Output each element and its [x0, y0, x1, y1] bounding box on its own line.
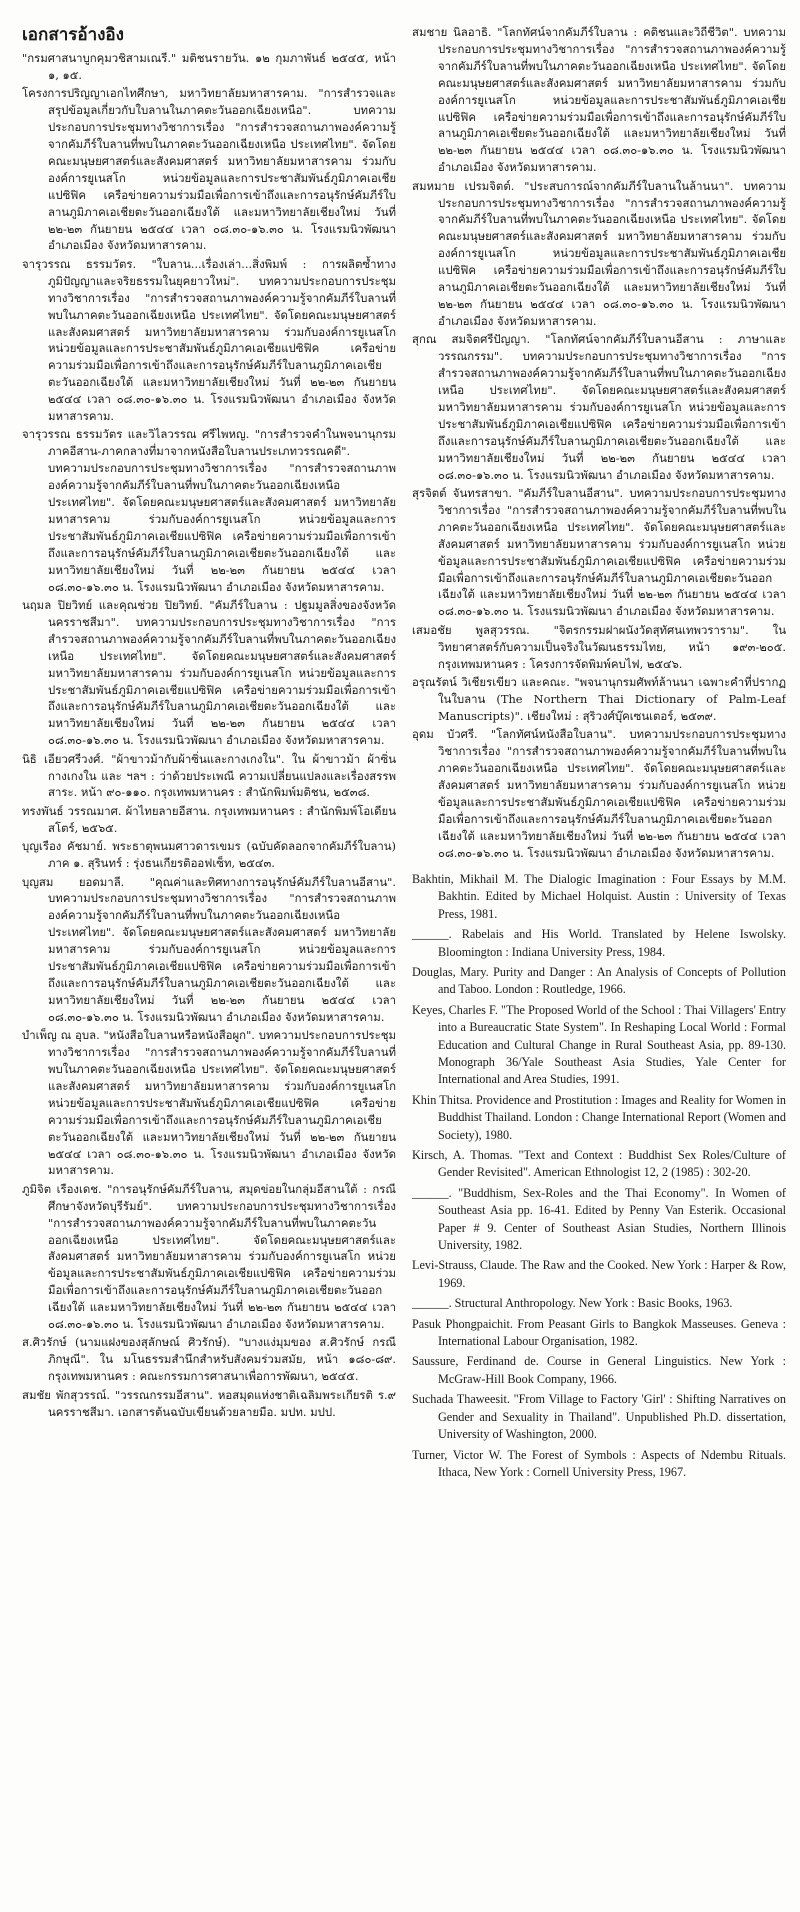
reference-entry: อรุณรัตน์ วิเชียรเขียว และคณะ. "พจนานุกรมศัพท์ล้านนา เฉพาะคำที่ปรากฏในใบลาน (The Northern Thai Dictionary of Palm-Leaf Manuscripts)". เชียงใหม่ : สุริวงศ์บุ๊คเซนเตอร์, ๒๕๓๙. [412, 674, 786, 723]
reference-entry: ______. Structural Anthropology. New York : Basic Books, 1963. [412, 1296, 733, 1311]
reference-entry: บุญสม ยอดมาลี. "คุณค่าและทิศทางการอนุรักษ์คัมภีร์ใบลานอีสาน". บทความประกอบการประชุมทางวิชาการเรื่อง "การสำรวจสถานภาพองค์ความรู้จากคัมภีร์ใบลานที่พบในภาคตะวันออกเฉียงเหนือ ประเทศไทย". จัดโดยคณะมนุษยศาสตร์และสังคมศาสตร์ มหาวิทยาลัยมหาสารคาม ร่วมกับองค์การยูเนสโก หน่วยข้อมูลและการประชาสัมพันธ์ภูมิภาคเอเชียแปซิฟิค เครือข่ายความร่วมมือเพื่อการเข้าถึงและการอนุรักษ์คัมภีร์ใบลานภูมิภาคเอเชียตะวันออกเฉียงใต้ และมหาวิทยาลัยเชียงใหม่ วันที่ ๒๒-๒๓ กันยายน ๒๕๔๔ เวลา ๐๘.๓๐-๑๖.๓๐ น. โรงแรมนิวพัฒนา อำเภอเมือง จังหวัดมหาสารคาม. [22, 874, 396, 1024]
reference-entry: Kirsch, A. Thomas. "Text and Context : Buddhist Sex Roles/Culture of Gender Revisited". American Ethnologist 12, 2 (1985) : 302-20. [412, 1148, 786, 1180]
reference-entry: ______. "Buddhism, Sex-Roles and the Thai Economy". In Women of Southeast Asia pp. 16-41. Edited by Penny Van Esterik. Occasional Paper # 9. Center of Southeast Asian Studies, Northern Illinois University, 1982. [412, 1185, 786, 1253]
reference-entry: บำเพ็ญ ณ อุบล. "หนังสือใบลานหรือหนังสือผูก". บทความประกอบการประชุมทางวิชาการเรื่อง "การสำรวจสถานภาพองค์ความรู้จากคัมภีร์ใบลานที่พบในภาคตะวันออกเฉียงเหนือ ประเทศไทย". จัดโดยคณะมนุษยศาสตร์และสังคมศาสตร์ มหาวิทยาลัยมหาสารคาม ร่วมกับองค์การยูเนสโก หน่วยข้อมูลและการประชาสัมพันธ์ภูมิภาคเอเชียแปซิฟิค เครือข่ายความร่วมมือเพื่อการเข้าถึงและการอนุรักษ์คัมภีร์ใบลานภูมิภาคเอเชียตะวันออกเฉียงใต้ และมหาวิทยาลัยเชียงใหม่ วันที่ ๒๒-๒๓ กันยายน ๒๕๔๔ เวลา ๐๘.๓๐-๑๖.๓๐ น. โรงแรมนิวพัฒนา อำเภอเมือง จังหวัดมหาสารคาม. [22, 1028, 396, 1178]
section-spacer [412, 863, 786, 871]
right-english-reference-list [412, 871, 786, 1481]
reference-entry: สุรจิตต์ จันทรสาขา. "คัมภีร์ใบลานอีสาน". บทความประกอบการประชุมทางวิชาการเรื่อง "การสำรวจสถานภาพองค์ความรู้จากคัมภีร์ใบลานที่พบในภาคตะวันออกเฉียงเหนือ ประเทศไทย". จัดโดยคณะมนุษยศาสตร์และสังคมศาสตร์ มหาวิทยาลัยมหาสารคาม ร่วมกับองค์การยูเนสโก หน่วยข้อมูลและการประชาสัมพันธ์ภูมิภาคเอเชียแปซิฟิค เครือข่ายความร่วมมือเพื่อการเข้าถึงและการอนุรักษ์คัมภีร์ใบลานภูมิภาคเอเชียตะวันออกเฉียงใต้ และมหาวิทยาลัยเชียงใหม่ วันที่ ๒๒-๒๓ กันยายน ๒๕๔๔ เวลา ๐๘.๓๐-๑๖.๓๐ น. โรงแรมนิวพัฒนา อำเภอเมือง จังหวัดมหาสารคาม. [412, 485, 786, 619]
reference-entry: ภูมิจิต เรืองเดช. "การอนุรักษ์คัมภีร์ใบลาน, สมุดข่อยในกลุ่มอีสานใต้ : กรณีศึกษาจังหวัดบุรีรัมย์". บทความประกอบการประชุมทางวิชาการเรื่อง "การสำรวจสถานภาพองค์ความรู้จากคัมภีร์ใบลานที่พบในภาคตะวันออกเฉียงเหนือ ประเทศไทย". จัดโดยคณะมนุษยศาสตร์และสังคมศาสตร์ มหาวิทยาลัยมหาสารคาม ร่วมกับองค์การยูเนสโก หน่วยข้อมูลและการประชาสัมพันธ์ภูมิภาคเอเชียแปซิฟิค เครือข่ายความร่วมมือเพื่อการเข้าถึงและการอนุรักษ์คัมภีร์ใบลานภูมิภาคเอเชียตะวันออกเฉียงใต้ และมหาวิทยาลัยเชียงใหม่ วันที่ ๒๒-๒๓ กันยายน ๒๕๔๔ เวลา ๐๘.๓๐-๑๖.๓๐ น. โรงแรมนิวพัฒนา อำเภอเมือง จังหวัดมหาสารคาม. [22, 1181, 396, 1332]
right-column [412, 24, 786, 1912]
left-column [22, 24, 396, 1912]
reference-entry: อุดม บัวศรี. "โลกทัศน์หนังสือใบลาน". บทความประกอบการประชุมทางวิชาการเรื่อง "การสำรวจสถานภาพองค์ความรู้จากคัมภีร์ใบลานที่พบในภาคตะวันออกเฉียงเหนือ ประเทศไทย". จัดโดยคณะมนุษยศาสตร์และสังคมศาสตร์ มหาวิทยาลัยมหาสารคาม ร่วมกับองค์การยูเนสโก หน่วยข้อมูลและการประชาสัมพันธ์ภูมิภาคเอเชียแปซิฟิค เครือข่ายความร่วมมือเพื่อการเข้าถึงและการอนุรักษ์คัมภีร์ใบลานภูมิภาคเอเชียตะวันออกเฉียงใต้ และมหาวิทยาลัยเชียงใหม่ วันที่ ๒๒-๒๓ กันยายน ๒๕๔๔ เวลา ๐๘.๓๐-๑๖.๓๐ น. โรงแรมนิวพัฒนา อำเภอเมือง จังหวัดมหาสารคาม. [412, 727, 786, 860]
reference-entry: ทรงพันธ์ วรรณมาศ. ผ้าไทยลายอีสาน. กรุงเทพมหานคร : สำนักพิมพ์โอเดียนสโตร์, ๒๕๖๕. [22, 803, 396, 835]
reference-entry: ส.ศิวรักษ์ (นามแฝงของสุลักษณ์ ศิวรักษ์). "บางแง่มุมของ ส.ศิวรักษ์ กรณีภิกษุณี". ใน มโนธรรมสำนึกสำหรับสังคมร่วมสมัย, หน้า ๑๘๐-๘๙. กรุงเทพมหานคร : คณะกรรมการศาสนาเพื่อการพัฒนา, ๒๕๔๕. [22, 1335, 396, 1384]
right-thai-reference-list [412, 24, 786, 861]
reference-entry: Levi-Strauss, Claude. The Raw and the Cooked. New York : Harper & Row, 1969. [412, 1258, 786, 1290]
page-title: เอกสารอ้างอิง [22, 25, 124, 45]
reference-entry: Suchada Thaweesit. "From Village to Factory 'Girl' : Shifting Narratives on Gender and Sexuality in Thailand". Unpublished Ph.D. dissertation, University of Washington, 2000. [412, 1392, 786, 1442]
reference-entry: ______. Rabelais and His World. Translated by Helene Iswolsky. Bloomington : Indiana University Press, 1984. [412, 927, 786, 959]
reference-entry: สมชาย นิลอาธิ. "โลกทัศน์จากคัมภีร์ใบลาน : คติชนและวิถีชีวิต". บทความประกอบการประชุมทางวิชาการเรื่อง "การสำรวจสถานภาพองค์ความรู้จากคัมภีร์ใบลานที่พบในภาคตะวันออกเฉียงเหนือ ประเทศไทย". จัดโดยคณะมนุษยศาสตร์และสังคมศาสตร์ มหาวิทยาลัยมหาสารคาม ร่วมกับองค์การยูเนสโก หน่วยข้อมูลและการประชาสัมพันธ์ภูมิภาคเอเชียแปซิฟิค เครือข่ายความร่วมมือเพื่อการเข้าถึงและการอนุรักษ์คัมภีร์ใบลานภูมิภาคเอเชียตะวันออกเฉียงใต้ และมหาวิทยาลัยเชียงใหม่ วันที่ ๒๒-๒๓ กันยายน ๒๕๔๔ เวลา ๐๘.๓๐-๑๖.๓๐ น. โรงแรมนิวพัฒนา อำเภอเมือง จังหวัดมหาสารคาม. [412, 25, 786, 175]
reference-entry: เสมอชัย พูลสุวรรณ. "จิตรกรรมฝาผนังวัดสุทัศนเทพวราราม". ใน วิทยาศาสตร์กับความเป็นจริงในวัฒนธรรมไทย, หน้า ๑๙๓-๒๐๕. กรุงเทพมหานคร : โครงการจัดพิมพ์คบไฟ, ๒๕๔๖. [412, 622, 786, 671]
reference-entry: สุกณ สมจิตศรีปัญญา. "โลกทัศน์จากคัมภีร์ใบลานอีสาน : ภาษาและวรรณกรรม". บทความประกอบการประชุมทางวิชาการเรื่อง "การสำรวจสถานภาพองค์ความรู้จากคัมภีร์ใบลานที่พบในภาคตะวันออกเฉียงเหนือ ประเทศไทย". จัดโดยคณะมนุษยศาสตร์และสังคมศาสตร์ มหาวิทยาลัยมหาสารคาม ร่วมกับองค์การยูเนสโก หน่วยข้อมูลและการประชาสัมพันธ์ภูมิภาคเอเชียแปซิฟิค เครือข่ายความร่วมมือเพื่อการเข้าถึงและการอนุรักษ์คัมภีร์ใบลานภูมิภาคเอเชียตะวันออกเฉียงใต้ และมหาวิทยาลัยเชียงใหม่ วันที่ ๒๒-๒๓ กันยายน ๒๕๔๔ เวลา ๐๘.๓๐-๑๖.๓๐ น. โรงแรมนิวพัฒนา อำเภอเมือง จังหวัดมหาสารคาม. [412, 332, 786, 482]
reference-entry: Bakhtin, Mikhail M. The Dialogic Imagination : Four Essays by M.M. Bakhtin. Edited by Michael Holquist. Austin : University of Texas Press, 1981. [412, 871, 786, 921]
reference-entry: Keyes, Charles F. "The Proposed World of the School : Thai Villagers' Entry into a Bureaucratic State System". In Reshaping Local World : Formal Education and Cultural Change in Rural Southeast Asia, pp. 89-130. Monograph 36/Yale Southeast Asia Studies, Yale Center for International and Area Studies, 1991. [412, 1002, 786, 1087]
reference-entry: นฤมล ปิยวิทย์ และคุณช่วย ปิยวิทย์. "คัมภีร์ใบลาน : ปฐมมูลสิ่งของจังหวัดนครราชสีมา". บทความประกอบการประชุมทางวิชาการเรื่อง "การสำรวจสถานภาพองค์ความรู้จากคัมภีร์ใบลานที่พบในภาคตะวันออกเฉียงเหนือ ประเทศไทย". จัดโดยคณะมนุษยศาสตร์และสังคมศาสตร์ มหาวิทยาลัยมหาสารคาม ร่วมกับองค์การยูเนสโก หน่วยข้อมูลและการประชาสัมพันธ์ภูมิภาคเอเชียแปซิฟิค เครือข่ายความร่วมมือเพื่อการเข้าถึงและการอนุรักษ์คัมภีร์ใบลานภูมิภาคเอเชียตะวันออกเฉียงใต้ และมหาวิทยาลัยเชียงใหม่ วันที่ ๒๒-๒๓ กันยายน ๒๕๔๔ เวลา ๐๘.๓๐-๑๖.๓๐ น. โรงแรมนิวพัฒนา อำเภอเมือง จังหวัดมหาสารคาม. [22, 598, 396, 748]
reference-entry: Pasuk Phongpaichit. From Peasant Girls to Bangkok Masseuses. Geneva : International Labour Organisation, 1982. [412, 1316, 786, 1349]
reference-entry: บุญเรือง คัชมาย์. พระธาตุพนมศาวดารเขมร (ฉบับคัดลอกจากคัมภีร์ใบลาน) ภาค ๑. สุรินทร์ : รุ่งธนเกียรติออฟเซ็ท, ๒๕๔๓. [22, 839, 396, 871]
reference-entry: Khin Thitsa. Providence and Prostitution : Images and Reality for Women in Buddhist Thailand. London : Change International Report (Women and Society), 1980. [412, 1092, 786, 1142]
reference-entry: โครงการปริญญาเอกไทศึกษา, มหาวิทยาลัยมหาสารคาม. "การสำรวจและสรุปข้อมูลเกี่ยวกับใบลานในภาคตะวันออกเฉียงเหนือ". บทความประกอบการประชุมทางวิชาการเรื่อง "การสำรวจสถานภาพองค์ความรู้จากคัมภีร์ใบลานที่พบในภาคตะวันออกเฉียงเหนือ ประเทศไทย". จัดโดยคณะมนุษยศาสตร์และสังคมศาสตร์ มหาวิทยาลัยมหาสารคาม ร่วมกับองค์การยูเนสโก หน่วยข้อมูลและการประชาสัมพันธ์ภูมิภาคเอเชียแปซิฟิค เครือข่ายความร่วมมือเพื่อการเข้าถึงและการอนุรักษ์คัมภีร์ใบลานภูมิภาคเอเชียตะวันออกเฉียงใต้ และมหาวิทยาลัยเชียงใหม่ วันที่ ๒๒-๒๓ กันยายน ๒๕๔๔ เวลา ๐๘.๓๐-๑๖.๓๐ น. โรงแรมนิวพัฒนา อำเภอเมือง จังหวัดมหาสารคาม. [22, 86, 396, 253]
left-reference-list [22, 50, 396, 1421]
reference-entry: นิธิ เอียวศรีวงศ์. "ผ้าขาวม้ากับผ้าซิ่นและกางเกงใน". ใน ผ้าขาวม้า ผ้าซิ่น กางเกงใน และ ฯลฯ : ว่าด้วยประเพณี ความเปลี่ยนแปลงและเรื่องสรรพสาระ. หน้า ๙๐-๑๑๐. กรุงเทพมหานคร : สำนักพิมพ์มติชน, ๒๕๓๘. [22, 751, 396, 800]
reference-entry: สมหมาย เปรมจิตต์. "ประสบการณ์จากคัมภีร์ใบลานในล้านนา". บทความประกอบการประชุมทางวิชาการเรื่อง "การสำรวจสถานภาพองค์ความรู้จากคัมภีร์ใบลานที่พบในภาคตะวันออกเฉียงเหนือ ประเทศไทย". จัดโดยคณะมนุษยศาสตร์และสังคมศาสตร์ มหาวิทยาลัยมหาสารคาม ร่วมกับองค์การยูเนสโก หน่วยข้อมูลและการประชาสัมพันธ์ภูมิภาคเอเชียแปซิฟิค เครือข่ายความร่วมมือเพื่อการเข้าถึงและการอนุรักษ์คัมภีร์ใบลานภูมิภาคเอเชียตะวันออกเฉียงใต้ และมหาวิทยาลัยเชียงใหม่ วันที่ ๒๒-๒๓ กันยายน ๒๕๔๔ เวลา ๐๘.๓๐-๑๖.๓๐ น. โรงแรมนิวพัฒนา อำเภอเมือง จังหวัดมหาสารคาม. [412, 178, 786, 328]
reference-entry: สมชัย พักสุวรรณ์. "วรรณกรรมอีสาน". หอสมุดแห่งชาติเฉลิมพระเกียรติ ร.๙ นครราชสีมา. เอกสารต้นฉบับเขียนด้วยลายมือ. มปท. มปป. [22, 1387, 396, 1419]
reference-entry: จารุวรรณ ธรรมวัตร และวิไลวรรณ ศรีไพหญ. "การสำรวจคำในพจนานุกรมภาคอีสาน-ภาคกลางที่มาจากหนังสือใบลานประเภทวรรณคดี". บทความประกอบการประชุมทางวิชาการเรื่อง "การสำรวจสถานภาพองค์ความรู้จากคัมภีร์ใบลานที่พบในภาคตะวันออกเฉียงเหนือ ประเทศไทย". จัดโดยคณะมนุษยศาสตร์และสังคมศาสตร์ มหาวิทยาลัยมหาสารคาม ร่วมกับองค์การยูเนสโก หน่วยข้อมูลและการประชาสัมพันธ์ภูมิภาคเอเชียแปซิฟิค เครือข่ายความร่วมมือเพื่อการเข้าถึงและการอนุรักษ์คัมภีร์ใบลานภูมิภาคเอเชียตะวันออกเฉียงใต้ และมหาวิทยาลัยเชียงใหม่ วันที่ ๒๒-๒๓ กันยายน ๒๕๔๔ เวลา ๐๘.๓๐-๑๖.๓๐ น. โรงแรมนิวพัฒนา อำเภอเมือง จังหวัดมหาสารคาม. [22, 427, 396, 594]
reference-entry: "กรมศาสนาบูกคุมวชิสามเณรี." มติชนรายวัน. ๑๒ กุมภาพันธ์ ๒๕๔๕, หน้า ๑, ๑๕. [22, 51, 396, 82]
reference-entry: Saussure, Ferdinand de. Course in General Linguistics. New York : McGraw-Hill Book Company, 1966. [412, 1354, 786, 1386]
reference-entry: Douglas, Mary. Purity and Danger : An Analysis of Concepts of Pollution and Taboo. London : Routledge, 1966. [412, 964, 786, 997]
reference-entry: จารุวรรณ ธรรมวัตร. "ใบลาน...เรื่องเล่า...สิ่งพิมพ์ : การผลิตซ้ำทางภูมิปัญญาและจริยธรรมในยุคยาวใหม่". บทความประกอบการประชุมทางวิชาการเรื่อง "การสำรวจสถานภาพองค์ความรู้จากคัมภีร์ใบลานที่พบในภาคตะวันออกเฉียงเหนือ ประเทศไทย". จัดโดยคณะมนุษยศาสตร์และสังคมศาสตร์ มหาวิทยาลัยมหาสารคาม ร่วมกับองค์การยูเนสโก หน่วยข้อมูลและการประชาสัมพันธ์ภูมิภาคเอเชียแปซิฟิค เครือข่ายความร่วมมือเพื่อการเข้าถึงและการอนุรักษ์คัมภีร์ใบลานภูมิภาคเอเชียตะวันออกเฉียงใต้ และมหาวิทยาลัยเชียงใหม่ วันที่ ๒๒-๒๓ กันยายน ๒๕๔๔ เวลา ๐๘.๓๐-๑๖.๓๐ น. โรงแรมนิวพัฒนา อำเภอเมือง จังหวัดมหาสารคาม. [22, 256, 396, 424]
reference-entry: Turner, Victor W. The Forest of Symbols : Aspects of Ndembu Rituals. Ithaca, New York : Cornell University Press, 1967. [412, 1447, 786, 1479]
